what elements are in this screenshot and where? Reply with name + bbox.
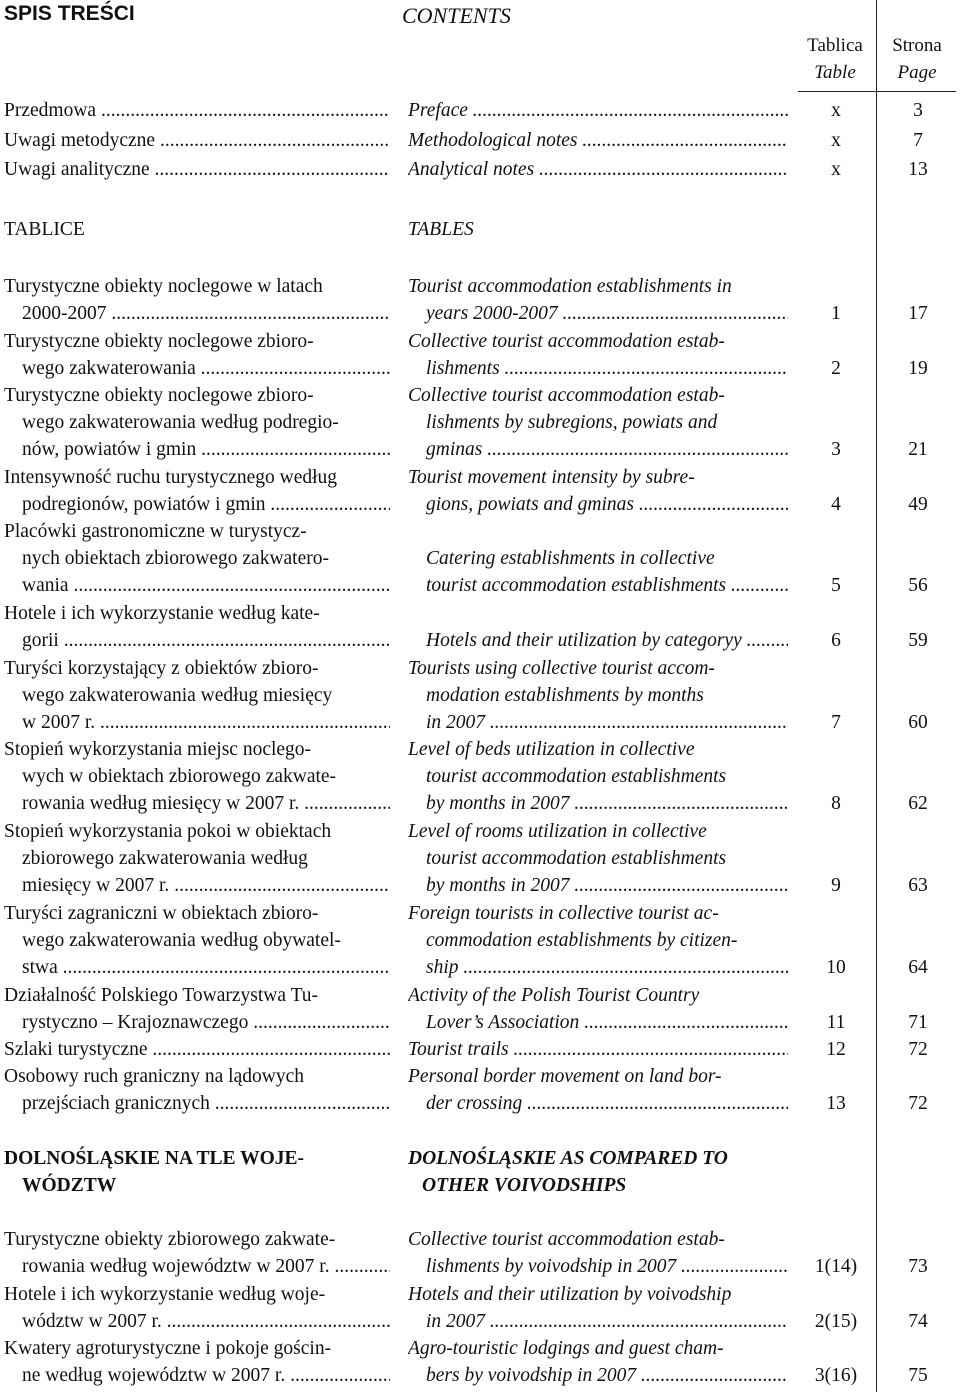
column-header-page-pl: Strona [892,35,942,56]
page-number: 71 [908,1012,928,1034]
toc-text-line: lishments by subregions, powiats and [426,412,718,434]
page-number: 19 [908,358,928,380]
toc-text-line: podregionów, powiatów i gmin ..... [4,491,390,518]
column-header-table-en: Table [814,62,856,83]
column-header-page-en: Page [897,62,937,83]
toc-text-line: modation establishments by months [426,685,704,707]
toc-entry-en[interactable] [408,328,788,382]
table-number: 13 [826,1093,846,1115]
toc-text-line: tourist accommodation establishments ..... [408,572,788,599]
toc-text-line: stwa ..... [4,954,390,981]
toc-text-line: Intensywność ruchu turystycznego według [4,467,338,488]
toc-text-line: tourist accommodation establishments [426,848,727,870]
toc-text-line: rowania według miesięcy w 2007 r. ..... [4,790,390,817]
toc-text-line: nów, powiatów i gmin ..... [4,436,390,463]
toc-text-line: Foreign tourists in collective tourist ac- [408,903,719,924]
toc-entry-pl[interactable] [4,600,390,654]
table-number: 9 [831,875,841,897]
table-number: 5 [831,575,841,597]
toc-text: Preface ..... [408,97,788,124]
table-number: 2(15) [814,1311,858,1333]
section-heading-line: WÓDZTW [22,1175,117,1197]
toc-text-line: Tourist movement intensity by subre- [408,467,695,488]
page-number: 60 [908,712,928,734]
page-number: 49 [908,494,928,516]
table-number: 10 [826,957,846,979]
table-number: 7 [831,712,841,734]
toc-text-line: miesięcy w 2007 r. ..... [4,872,390,899]
toc-text-line: Placówki gastronomiczne w turystycz- [4,521,307,542]
toc-entry-pl[interactable] [4,328,390,382]
toc-text-line: tourist accommodation establishments [426,766,727,788]
column-header-table-pl: Tablica [807,35,863,56]
toc-text-line: Collective tourist accommodation estab- [408,1229,725,1250]
toc-entry-pl[interactable] [4,655,390,737]
toc-text-line: w 2007 r. ..... [4,709,390,736]
section-heading-line: DOLNOŚLĄSKIE AS COMPARED TO [408,1148,728,1169]
toc-text: Uwagi metodyczne ..... [4,127,390,154]
toc-text-line: in 2007 ..... [408,1308,788,1335]
page-number: 56 [908,575,928,597]
toc-entry-en[interactable] [408,655,788,737]
toc-text-line: Działalność Polskiego Towarzystwa Tu- [4,985,319,1006]
table-number: 2 [831,358,841,380]
toc-text-line: wego zakwaterowania według podregio- [22,412,339,434]
table-number: 3 [831,439,841,461]
toc-entry-pl[interactable] [4,1335,390,1389]
toc-entry-pl[interactable] [4,736,390,818]
toc-entry-en[interactable] [408,600,788,654]
table-number: 12 [826,1039,846,1060]
page-title-en: CONTENTS [402,3,511,28]
toc-text-line: Hotele i ich wykorzystanie według kate- [4,603,320,624]
toc-text: Przedmowa ..... [4,97,390,124]
toc-entry-pl[interactable] [4,273,390,327]
page-number: 74 [908,1311,928,1333]
toc-text-line: Kwatery agroturystyczne i pokoje gościn- [4,1338,332,1359]
toc-entry-pl[interactable] [4,1036,390,1063]
toc-text-line: Level of beds utilization in collective [408,739,695,760]
toc-text-line: Tourist trails ..... [408,1036,788,1063]
table-number: 3(16) [814,1365,858,1387]
page-number: 17 [908,303,928,325]
toc-text-line: Level of rooms utilization in collective [408,821,707,842]
table-number: 4 [831,494,841,516]
toc-entry-en[interactable] [408,900,788,982]
toc-text-line: Turystyczne obiekty noclegowe zbioro- [4,331,314,352]
table-number: 1(14) [814,1256,858,1278]
toc-text-line: Activity of the Polish Tourist Country [408,985,700,1006]
page-number: 73 [908,1256,928,1278]
toc-entry-en[interactable] [408,273,788,327]
toc-entry-en[interactable] [408,818,788,900]
toc-entry-pl[interactable] [4,900,390,982]
table-number: 11 [826,1012,846,1034]
toc-entry-en[interactable] [408,1226,788,1280]
toc-entry-pl[interactable] [4,382,390,464]
toc-text-line: wych w obiektach zbiorowego zakwate- [22,766,337,788]
section-heading-line: DOLNOŚLĄSKIE NA TLE WOJE- [4,1148,304,1169]
toc-text-line: Collective tourist accommodation estab- [408,331,725,352]
toc-text-line: Stopień wykorzystania pokoi w obiektach [4,821,332,842]
table-number: 6 [831,630,841,652]
page-number: 62 [908,793,928,815]
toc-text-line: ship ..... [408,954,788,981]
page-number: 75 [908,1365,928,1387]
toc-text-line: commodation establishments by citizen- [426,930,738,952]
page-number: 7 [913,130,923,151]
toc-entry-methodological-notes-pl[interactable] [4,127,390,154]
toc-text: Methodological notes ..... [408,127,788,154]
toc-text-line: lishments ..... [408,355,788,382]
toc-text-line: Stopień wykorzystania miejsc noclego- [4,739,312,760]
toc-entry-preface-en[interactable] [408,97,788,124]
toc-text-line: rowania według województw w 2007 r. ..... [4,1253,390,1280]
toc-text-line: gions, powiats and gminas ..... [408,491,788,518]
section-heading-line: OTHER VOIVODSHIPS [422,1175,627,1197]
header-underline [798,91,956,92]
toc-text-line: by months in 2007 ..... [408,872,788,899]
toc-entry-pl[interactable] [4,818,390,900]
toc-text-line: Tourists using collective tourist accom- [408,658,715,679]
toc-text-line: years 2000-2007 ..... [408,300,788,327]
toc-text-line: Collective tourist accommodation estab- [408,385,725,406]
toc-entry-en[interactable] [408,982,788,1036]
toc-text-line: Hotels and their utilization by voivodship [408,1284,732,1305]
page-number: 72 [908,1093,928,1115]
toc-text-line: gminas ..... [408,436,788,463]
toc-text: Uwagi analityczne ..... [4,156,390,183]
toc-entry-preface-pl[interactable] [4,97,390,124]
toc-text-line: Turystyczne obiekty zbiorowego zakwate- [4,1229,336,1250]
toc-entry-en[interactable] [408,1335,788,1389]
toc-text-line: Catering establishments in collective [426,548,715,570]
toc-text-line: przejściach granicznych ..... [4,1090,390,1117]
section-heading-tables-en: TABLES [408,219,474,240]
toc-entry-en[interactable] [408,464,788,518]
toc-text-line [408,600,788,627]
table-number: x [831,100,841,121]
toc-text-line: Lover’s Association ..... [408,1009,788,1036]
section-heading-voivodship-en [408,1145,728,1199]
toc-text-line: wego zakwaterowania według miesięcy [22,685,333,707]
column-header-page [872,32,960,86]
toc-entry-analytical-notes-pl[interactable] [4,156,390,183]
toc-text-line: zbiorowego zakwaterowania według [22,848,308,870]
toc-text-line: Personal border movement on land bor- [408,1066,722,1087]
toc-entry-pl[interactable] [4,1281,390,1335]
column-header-table [790,32,880,86]
toc-text-line: lishments by voivodship in 2007 ..... [408,1253,788,1280]
page-number: 72 [908,1039,928,1060]
toc-entry-pl[interactable] [4,464,390,518]
toc-entry-en[interactable] [408,518,788,600]
toc-text-line: gorii ..... [4,627,390,654]
table-number: 1 [831,303,841,325]
toc-text-line: Agro-touristic lodgings and guest cham- [408,1338,724,1359]
section-heading-voivodship-pl [4,1145,304,1199]
toc-entry-en[interactable] [408,382,788,464]
toc-text-line: nych obiektach zbiorowego zakwatero- [22,548,329,570]
toc-text-line: Turyści zagraniczni w obiektach zbioro- [4,903,319,924]
page-title-pl: SPIS TREŚCI [4,2,135,25]
toc-entry-en[interactable] [408,736,788,818]
toc-text-line: wództw w 2007 r. ..... [4,1308,390,1335]
toc-text-line: Turyści korzystający z obiektów zbioro- [4,658,319,679]
toc-entry-pl[interactable] [4,982,390,1036]
toc-entry-en[interactable] [408,1063,788,1117]
toc-text-line: wania ..... [4,572,390,599]
toc-text-line: 2000-2007 ..... [4,300,390,327]
toc-text: Analytical notes ..... [408,156,788,183]
table-number: x [831,159,841,180]
toc-text-line: Hotels and their utilization by categoryy ..... [408,627,788,654]
toc-entry-analytical-notes-en[interactable] [408,156,788,183]
toc-entry-en[interactable] [408,1281,788,1335]
toc-text-line: Tourist accommodation establishments in [408,276,732,297]
toc-text-line: Turystyczne obiekty noclegowe w latach [4,276,323,297]
page-number: 59 [908,630,928,652]
toc-text-line: der crossing ..... [408,1090,788,1117]
toc-text-line: by months in 2007 ..... [408,790,788,817]
toc-text-line: rystyczno – Krajoznawczego ..... [4,1009,390,1036]
toc-entry-pl[interactable] [4,518,390,600]
toc-text-line [408,518,788,545]
toc-text-line: wego zakwaterowania ..... [4,355,390,382]
page-number: 63 [908,875,928,897]
section-heading-tables-pl: TABLICE [4,219,85,240]
toc-entry-methodological-notes-en[interactable] [408,127,788,154]
toc-text-line: in 2007 ..... [408,709,788,736]
toc-text-line: Osobowy ruch graniczny na lądowych [4,1066,304,1087]
toc-text-line: Turystyczne obiekty noclegowe zbioro- [4,385,314,406]
page-number: 3 [913,100,923,121]
table-number: x [831,130,841,151]
toc-text-line: Szlaki turystyczne ..... [4,1036,390,1063]
toc-text-line: Hotele i ich wykorzystanie według woje- [4,1284,326,1305]
toc-entry-pl[interactable] [4,1226,390,1280]
page-number: 21 [908,439,928,461]
toc-text-line: wego zakwaterowania według obywatel- [22,930,341,952]
toc-text-line: ne według województw w 2007 r. ..... [4,1362,390,1389]
toc-entry-en[interactable] [408,1036,788,1063]
table-number: 8 [831,793,841,815]
page-number: 64 [908,957,928,979]
column-divider [876,0,877,1392]
page-number: 13 [908,159,928,180]
toc-entry-pl[interactable] [4,1063,390,1117]
toc-text-line: bers by voivodship in 2007 ..... [408,1362,788,1389]
